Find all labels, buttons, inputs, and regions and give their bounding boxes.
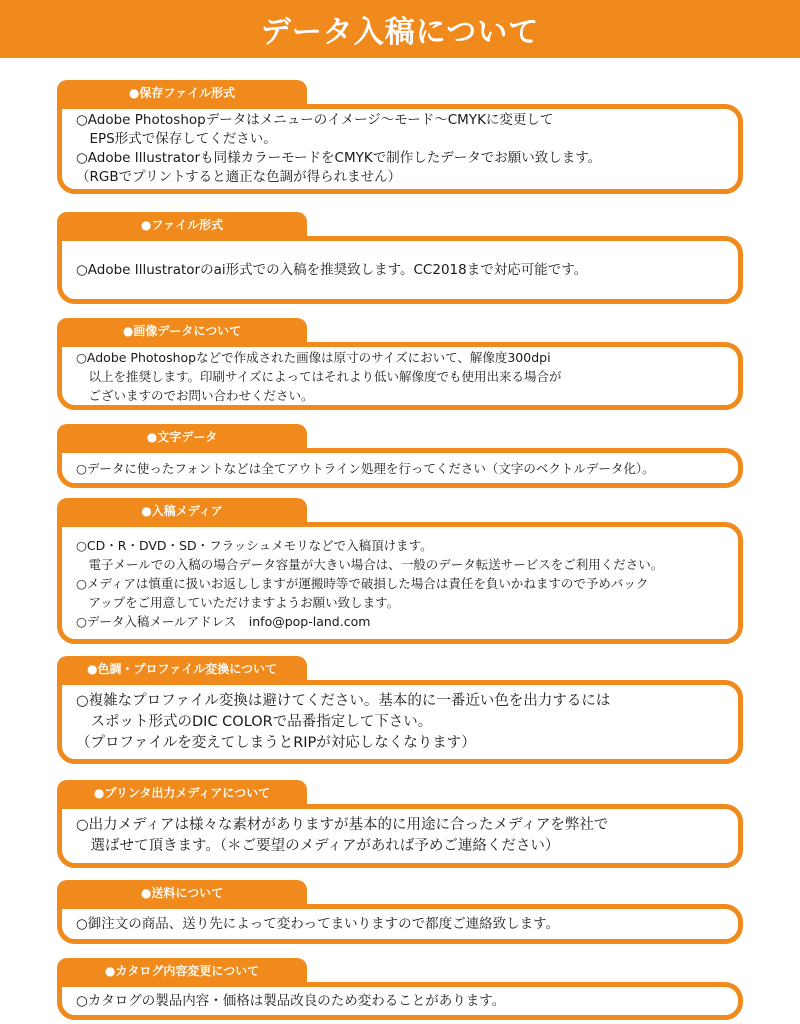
text-line: 電子メールでの入稿の場合データ容量が大きい場合は、一般のデータ転送サービスをご利用ください。 bbox=[76, 556, 664, 572]
text-line: ○Adobe Illustratorのai形式での入稿を推奨致します。CC2018まで対応可能です。 bbox=[76, 261, 588, 278]
section-body bbox=[57, 904, 743, 944]
text-line: ○CD・R・DVD・SD・フラッシュメモリなどで入稿頂けます。 bbox=[76, 537, 433, 553]
section-catalog-changes bbox=[57, 958, 743, 1020]
section-save-format bbox=[57, 80, 743, 194]
text-line: ○御注文の商品、送り先によって変わってまいりますので都度ご連絡致します。 bbox=[76, 915, 560, 932]
section-tab: ●入稿メディア bbox=[57, 498, 307, 522]
section-body bbox=[57, 104, 743, 194]
text-line: スポット形式のDIC COLORで品番指定して下さい。 bbox=[76, 713, 433, 730]
text-line: ○出力メディアは様々な素材がありますが基本的に用途に合ったメディアを弊社で bbox=[76, 817, 609, 833]
page-title: データ入稿について bbox=[260, 15, 540, 50]
section-body bbox=[57, 522, 743, 644]
section-tab: ●保存ファイル形式 bbox=[57, 80, 307, 104]
text-line: ○複雑なプロファイル変換は避けてください。基本的に一番近い色を出力するには bbox=[76, 692, 611, 709]
section-tab: ●プリンタ出力メディアについて bbox=[57, 780, 307, 804]
section-tab: ●色調・プロファイル変換について bbox=[57, 656, 307, 680]
section-text-data bbox=[57, 424, 743, 488]
email-line: ○データ入稿メールアドレス info@pop-land.com bbox=[76, 613, 371, 629]
text-line: アップをご用意していただけますようお願い致します。 bbox=[76, 594, 400, 610]
text-line: ○カタログの製品内容・価格は製品改良のため変わることがあります。 bbox=[76, 992, 506, 1009]
section-tab: ●画像データについて bbox=[57, 318, 307, 342]
section-body bbox=[57, 982, 743, 1020]
section-image-data bbox=[57, 318, 743, 410]
text-line: （RGBでプリントすると適正な色調が得られません） bbox=[76, 169, 402, 185]
section-body bbox=[57, 804, 743, 868]
text-line: ございますのでお問い合わせください。 bbox=[76, 387, 314, 403]
section-tab: ●カタログ内容変更について bbox=[57, 958, 307, 982]
text-line: ○データに使ったフォントなどは全てアウトライン処理を行ってください（文字のベクトルデータ化）。 bbox=[76, 460, 655, 476]
section-printer-media bbox=[57, 780, 743, 868]
text-line: （プロファイルを変えてしまうとRIPが対応しなくなります） bbox=[76, 734, 476, 751]
section-color-profile bbox=[57, 656, 743, 764]
section-media bbox=[57, 498, 743, 644]
text-line: 以上を推奨します。印刷サイズによってはそれより低い解像度でも使用出来る場合が bbox=[76, 368, 562, 384]
section-body bbox=[57, 680, 743, 764]
section-shipping bbox=[57, 880, 743, 944]
section-tab: ●送料について bbox=[57, 880, 307, 904]
section-tab: ●文字データ bbox=[57, 424, 307, 448]
page-header bbox=[0, 0, 800, 58]
section-body bbox=[57, 448, 743, 488]
text-line: 選ばせて頂きます。（＊ご要望のメディアがあれば予めご連絡ください） bbox=[76, 838, 560, 854]
section-tab: ●ファイル形式 bbox=[57, 212, 307, 236]
text-line: EPS形式で保存してください。 bbox=[76, 131, 277, 147]
text-line: ○Adobe Photoshopなどで作成された画像は原寸のサイズにおいて、解像度300dpi bbox=[76, 349, 551, 365]
text-line: ○Adobe Photoshopデータはメニューのイメージ〜モード〜CMYKに変更して bbox=[76, 112, 554, 128]
text-line: ○メディアは慎重に扱いお返ししますが運搬時等で破損した場合は責任を負いかねますので予めバック bbox=[76, 575, 649, 591]
section-file-format bbox=[57, 212, 743, 304]
section-body bbox=[57, 236, 743, 304]
section-body bbox=[57, 342, 743, 410]
text-line: ○Adobe Illustratorも同様カラーモードをCMYKで制作したデータでお願い致します。 bbox=[76, 150, 602, 166]
